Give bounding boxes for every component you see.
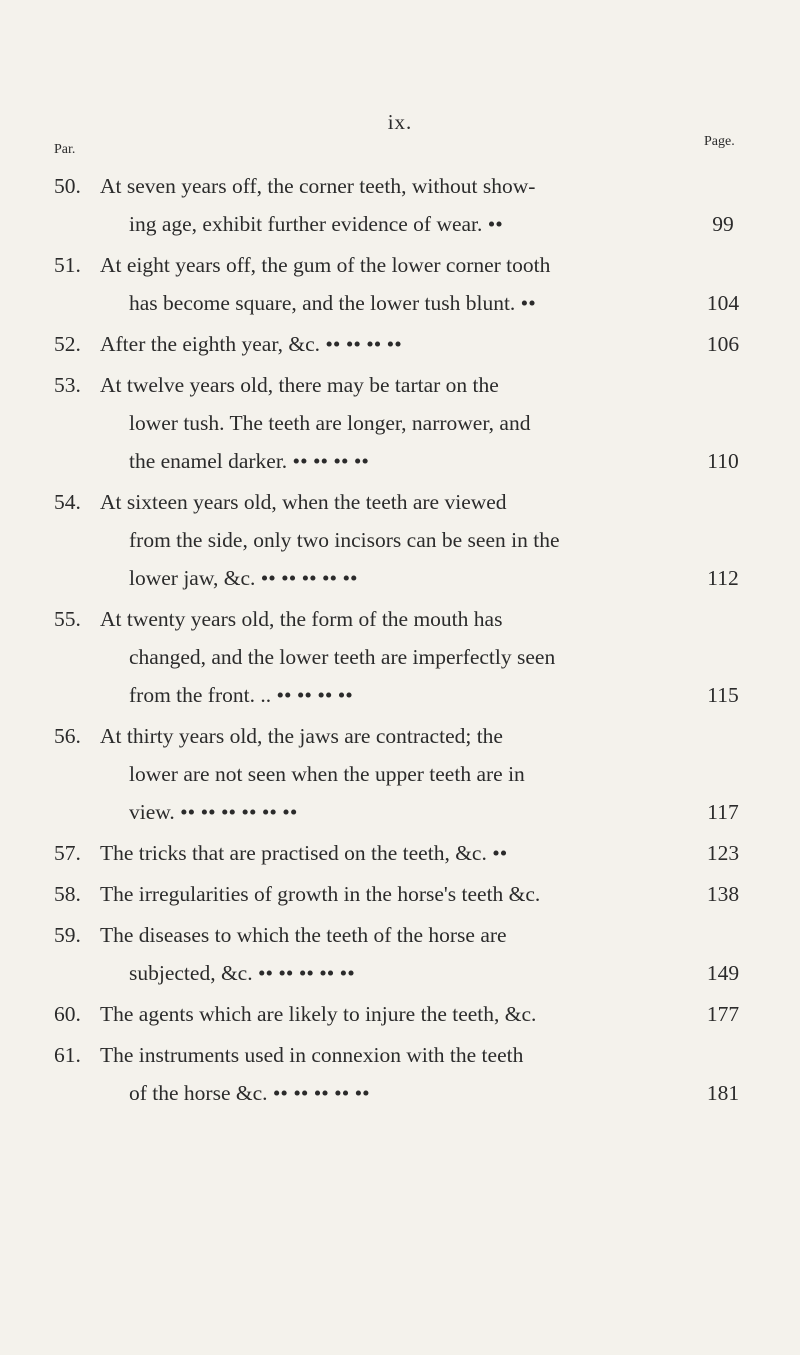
page-number: 110 [707, 449, 739, 473]
entry-text: lower are not seen when the upper teeth are in [129, 762, 525, 786]
page-number: 115 [707, 683, 739, 707]
page-number: 104 [706, 291, 740, 315]
contents-entry-continuation [0, 521, 800, 559]
contents-entry [0, 246, 800, 284]
entry-text: At twelve years old, there may be tartar on the [100, 373, 499, 397]
entry-text: from the side, only two incisors can be seen in the [129, 528, 560, 552]
page-number: 112 [707, 566, 739, 590]
entry-text: At sixteen years old, when the teeth are viewed [100, 490, 507, 514]
paragraph-number: 61. [54, 1043, 81, 1067]
entry-text: At thirty years old, the jaws are contracted; the [100, 724, 503, 748]
contents-entry-continuation [0, 755, 800, 793]
entry-text: of the horse &c. •• •• •• •• •• [129, 1081, 370, 1105]
contents-entry-continuation [0, 676, 800, 714]
page-number: 99 [712, 212, 734, 236]
paragraph-number: 52. [54, 332, 81, 356]
par-column-header: Par. [54, 142, 76, 157]
paragraph-number: 51. [54, 253, 81, 277]
page-number: 123 [706, 841, 740, 865]
contents-entry [0, 916, 800, 954]
paragraph-number: 50. [54, 174, 81, 198]
contents-entry-continuation [0, 205, 800, 243]
contents-entry [0, 717, 800, 755]
entry-text: view. •• •• •• •• •• •• [129, 800, 298, 824]
entry-text: The instruments used in connexion with the teeth [100, 1043, 524, 1067]
contents-entry [0, 995, 800, 1033]
entry-text: The irregularities of growth in the horse's teeth &c. [100, 882, 541, 906]
page-number: 181 [706, 1081, 740, 1105]
contents-entry [0, 875, 800, 913]
entry-text: The tricks that are practised on the teeth, &c. •• [100, 841, 508, 865]
contents-entry [0, 1036, 800, 1074]
contents-entry-continuation [0, 638, 800, 676]
paragraph-number: 58. [54, 882, 81, 906]
contents-entry-continuation [0, 559, 800, 597]
page-folio: ix. [387, 110, 413, 134]
contents-entry [0, 600, 800, 638]
entry-text: The diseases to which the teeth of the horse are [100, 923, 507, 947]
entry-text: the enamel darker. •• •• •• •• [129, 449, 369, 473]
paragraph-number: 60. [54, 1002, 81, 1026]
contents-entry [0, 325, 800, 363]
entry-text: At seven years off, the corner teeth, without show- [100, 174, 536, 198]
page-number: 138 [706, 882, 740, 906]
contents-list [0, 167, 800, 1112]
paragraph-number: 59. [54, 923, 81, 947]
paragraph-number: 57. [54, 841, 81, 865]
contents-entry [0, 366, 800, 404]
entry-text: changed, and the lower teeth are imperfectly seen [129, 645, 556, 669]
entry-text: lower jaw, &c. •• •• •• •• •• [129, 566, 358, 590]
entry-text: At twenty years old, the form of the mouth has [100, 607, 503, 631]
contents-entry-continuation [0, 284, 800, 322]
contents-entry-continuation [0, 793, 800, 831]
contents-entry [0, 483, 800, 521]
paragraph-number: 55. [54, 607, 81, 631]
page-number: 117 [707, 800, 739, 824]
page-number: 177 [706, 1002, 740, 1026]
page-number: 149 [706, 961, 740, 985]
entry-text: lower tush. The teeth are longer, narrower, and [129, 411, 531, 435]
entry-text: subjected, &c. •• •• •• •• •• [129, 961, 355, 985]
entry-text: The agents which are likely to injure the teeth, &c. [100, 1002, 537, 1026]
entry-text: from the front. .. •• •• •• •• [129, 683, 353, 707]
page-number: 106 [706, 332, 740, 356]
contents-entry-continuation [0, 1074, 800, 1112]
paragraph-number: 54. [54, 490, 81, 514]
contents-entry [0, 167, 800, 205]
page-column-header: Page. [704, 134, 735, 149]
entry-text: has become square, and the lower tush blunt. •• [129, 291, 536, 315]
contents-entry-continuation [0, 442, 800, 480]
entry-text: ing age, exhibit further evidence of wear. •• [129, 212, 503, 236]
contents-entry-continuation [0, 404, 800, 442]
contents-entry [0, 834, 800, 872]
entry-text: After the eighth year, &c. •• •• •• •• [100, 332, 402, 356]
paragraph-number: 53. [54, 373, 81, 397]
entry-text: At eight years off, the gum of the lower corner tooth [100, 253, 551, 277]
contents-entry-continuation [0, 954, 800, 992]
paragraph-number: 56. [54, 724, 81, 748]
